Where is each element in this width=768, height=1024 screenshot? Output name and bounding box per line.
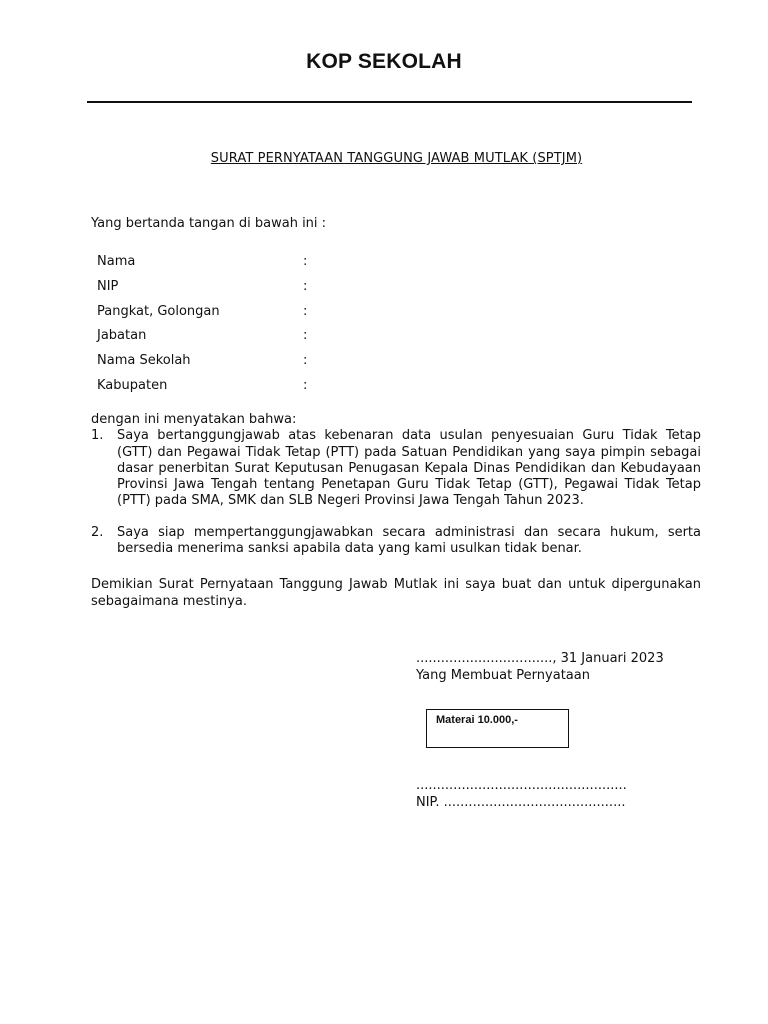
identity-fields (97, 253, 397, 402)
identity-label: Nama (97, 254, 136, 269)
signer-role: Yang Membuat Pernyataan (416, 667, 590, 683)
identity-separator: : (303, 303, 308, 319)
identity-label: Pangkat, Golongan (97, 303, 220, 319)
identity-separator: : (303, 254, 308, 269)
letterhead-divider (87, 101, 692, 103)
statement-item (91, 525, 701, 558)
intro-text: Yang bertanda tangan di bawah ini : (91, 216, 327, 231)
document-title: SURAT PERNYATAAN TANGGUNG JAWAB MUTLAK (SPTJM) (210, 151, 583, 166)
statement-item (91, 428, 701, 509)
identity-separator: : (303, 377, 308, 393)
statement-text: Saya siap mempertanggungjawabkan secara administrasi dan secara hukum, serta bersedia menerima sanksi apabila data yang kami usulkan tidak benar. (117, 524, 701, 557)
closing-paragraph: Demikian Surat Pernyataan Tanggung Jawab Mutlak ini saya buat dan untuk dipergunakan sebagaimana mestinya. (91, 577, 701, 609)
identity-row-kabupaten (97, 377, 397, 402)
statement-list (91, 428, 701, 557)
identity-label: Nama Sekolah (97, 353, 191, 369)
signature-lines (416, 778, 627, 811)
signer-name-line: ................................................... (416, 778, 627, 793)
identity-separator: : (303, 278, 308, 294)
identity-separator: : (303, 353, 308, 369)
stamp-duty-label: Materai 10.000,- (436, 714, 518, 726)
stamp-duty-box (426, 709, 569, 748)
identity-row-nip (97, 278, 397, 303)
statement-lead: dengan ini menyatakan bahwa: (91, 412, 297, 427)
identity-row-nama (97, 253, 397, 278)
identity-label: Kabupaten (97, 377, 168, 393)
signature-block (416, 651, 664, 684)
identity-separator: : (303, 328, 308, 344)
statement-body (91, 412, 701, 610)
place-date: ................................., 31 Januari 2023 (416, 651, 664, 666)
letterhead-title: KOP SEKOLAH (306, 50, 462, 73)
identity-row-pangkat (97, 303, 397, 328)
identity-row-nama-sekolah (97, 352, 397, 377)
identity-label: Jabatan (97, 328, 147, 344)
statement-text: Saya bertanggungjawab atas kebenaran data usulan penyesuaian Guru Tidak Tetap (GTT) dan Pegawai Tidak Tetap (PTT) pada Satuan Pendidikan yang saya pimpin sebagai dasar penerbitan Surat Keputusan Penugasan Kepala Dinas Pendidikan dan Kebudayaan Provinsi Jawa Tengah tentang Penetapan Guru Tidak Tetap (GTT), Pegawai Tidak Tetap (PTT) pada SMA, SMK dan SLB Negeri Provinsi Jawa Tengah Tahun 2023. (117, 428, 701, 509)
signer-nip-line: NIP. ............................................ (416, 794, 626, 810)
identity-label: NIP (97, 278, 119, 294)
statement-number: 1. (91, 428, 104, 444)
identity-row-jabatan (97, 327, 397, 352)
statement-number: 2. (91, 524, 104, 540)
